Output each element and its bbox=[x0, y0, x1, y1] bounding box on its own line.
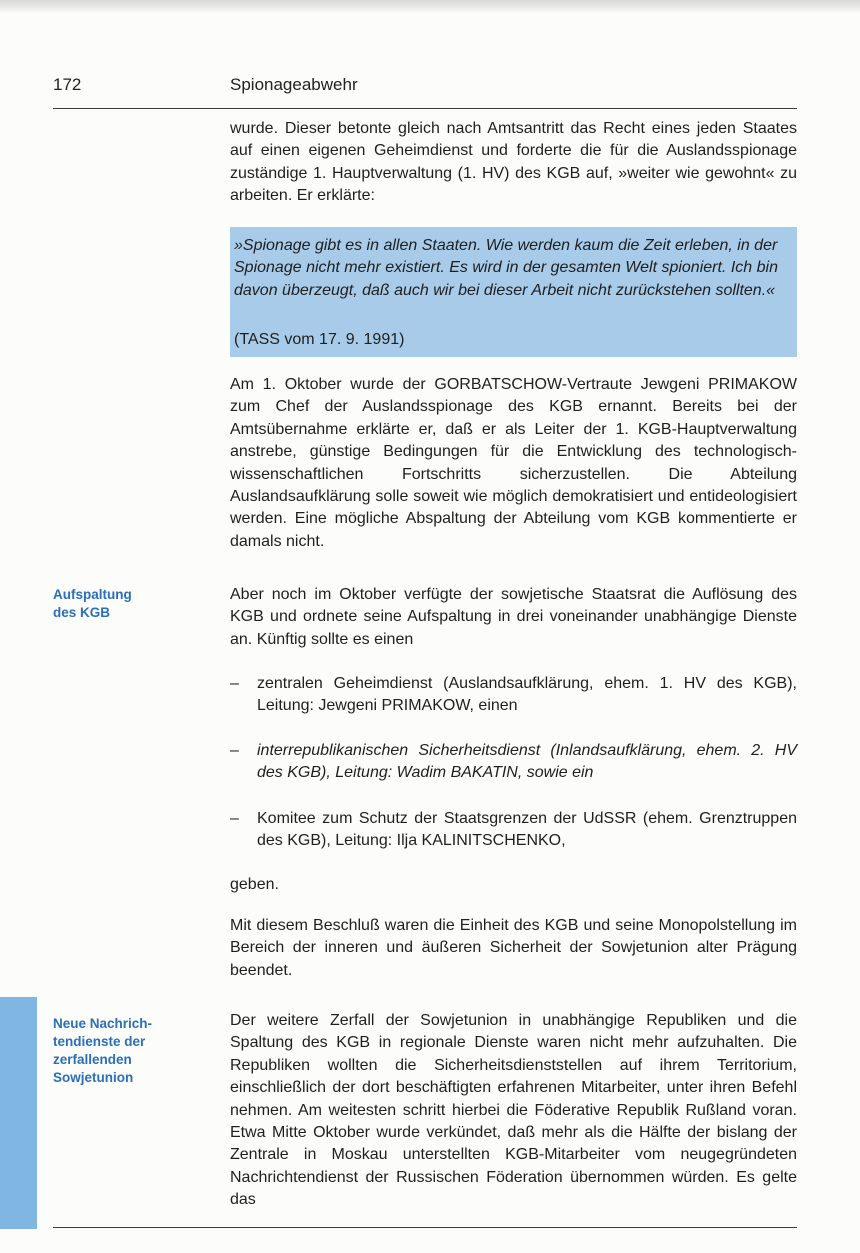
page-number: 172 bbox=[53, 75, 82, 94]
side-note-aufspaltung bbox=[53, 586, 203, 622]
paragraph-1: wurde. Dieser betonte gleich nach Amtsantritt das Recht eines jeden Staates auf einen eigenen Geheimdienst und forderte die für die Auslandsspionage zuständige 1. Hauptverwaltung (1. HV) des KGB auf, »weiter wie gewohnt« zu arbeiten. Er erklärte: bbox=[230, 120, 797, 205]
quote-text: »Spionage gibt es in allen Staaten. Wie werden kaum die Zeit erleben, in der Spionage nicht mehr existiert. Es wird in der gesamten Welt spioniert. Ich bin davon überzeugt, daß auch wir bei dieser Arbeit nicht zurückstehen sollten.« bbox=[234, 237, 778, 299]
footer-rule bbox=[53, 1227, 797, 1228]
side-note-line: tendienste der bbox=[53, 1034, 146, 1049]
list-item-text: Komitee zum Schutz der Staatsgrenzen der UdSSR (ehem. Grenztruppen des KGB), Leitung: Ilja KALINITSCHENKO, bbox=[257, 810, 797, 850]
list-item-text: interrepublikanischen Sicherheitsdienst (Inlandsaufklärung, ehem. 2. HV des KGB), Leitung: Wadim BAKATIN, sowie ein bbox=[257, 742, 797, 782]
side-note-line: zerfallenden bbox=[53, 1052, 132, 1067]
page-edge-shadow bbox=[0, 0, 860, 14]
quote-source: (TASS vom 17. 9. 1991) bbox=[234, 331, 405, 348]
list-item bbox=[230, 673, 797, 718]
paragraph-2: Am 1. Oktober wurde der GORBATSCHOW-Vertraute Jewgeni PRIMAKOW zum Chef der Auslandsspionage des KGB ernannt. Bereits bei der Amtsübernahme erklärte er, daß er als Leiter der 1. KGB-Hauptverwaltung anstrebe, günstige Bedingungen für die Entwicklung des technologisch-wissenschaftlichen Fortschritts sicherzustellen. Die Abteilung Auslandsaufklärung solle soweit wie möglich demokratisiert und entideologisiert werden. Eine mögliche Abspaltung der Abteilung vom KGB kommentierte er damals nicht. bbox=[230, 376, 797, 550]
dash-bullet: – bbox=[230, 810, 239, 827]
paragraph-4: geben. bbox=[230, 876, 279, 893]
list-item-text: zentralen Geheimdienst (Auslandsaufklärung, ehem. 1. HV des KGB), Leitung: Jewgeni PRIMAKOW, einen bbox=[257, 675, 797, 715]
side-note-nachrichtendienste bbox=[53, 1015, 203, 1087]
dash-bullet: – bbox=[230, 742, 239, 759]
side-note-line: Sowjetunion bbox=[53, 1070, 134, 1085]
paragraph-3: Aber noch im Oktober verfügte der sowjetische Staatsrat die Auflösung des KGB und ordnete seine Aufspaltung in drei voneinander unabhängige Dienste an. Künftig sollte es einen bbox=[230, 586, 797, 648]
running-title: Spionageabwehr bbox=[230, 75, 358, 94]
list-item bbox=[230, 808, 797, 853]
side-note-line: Aufspaltung bbox=[53, 587, 132, 602]
paragraph-5: Mit diesem Beschluß waren die Einheit des KGB und seine Monopolstellung im Bereich der inneren und äußeren Sicherheit der Sowjetunion alter Prägung beendet. bbox=[230, 917, 797, 979]
paragraph-6: Der weitere Zerfall der Sowjetunion in unabhängige Republiken und die Spaltung des KGB in regionale Dienste waren nicht mehr aufzuhalten. Die Republiken wollten die Sicherheitsdienststellen auf ihrem Territorium, einschließlich der dort beschäftigten erfahrenen Mitarbeiter, unter ihren Befehl nehmen. Am weitesten schritt hierbei die Föderative Republik Rußland voran. Etwa Mitte Oktober wurde verkündet, daß mehr als die Hälfte der bislang der Zentrale in Moskau unterstellten KGB-Mitarbeiter vom neugegründeten Nachrichtendienst der Russischen Föderation übernommen würden. Es gelte das bbox=[230, 1012, 797, 1209]
chapter-tab-marker bbox=[0, 997, 37, 1229]
header-rule bbox=[53, 108, 797, 109]
side-note-line: Neue Nachrich- bbox=[53, 1016, 153, 1031]
list-item bbox=[230, 740, 797, 785]
dash-bullet: – bbox=[230, 675, 239, 692]
side-note-line: des KGB bbox=[53, 605, 111, 620]
